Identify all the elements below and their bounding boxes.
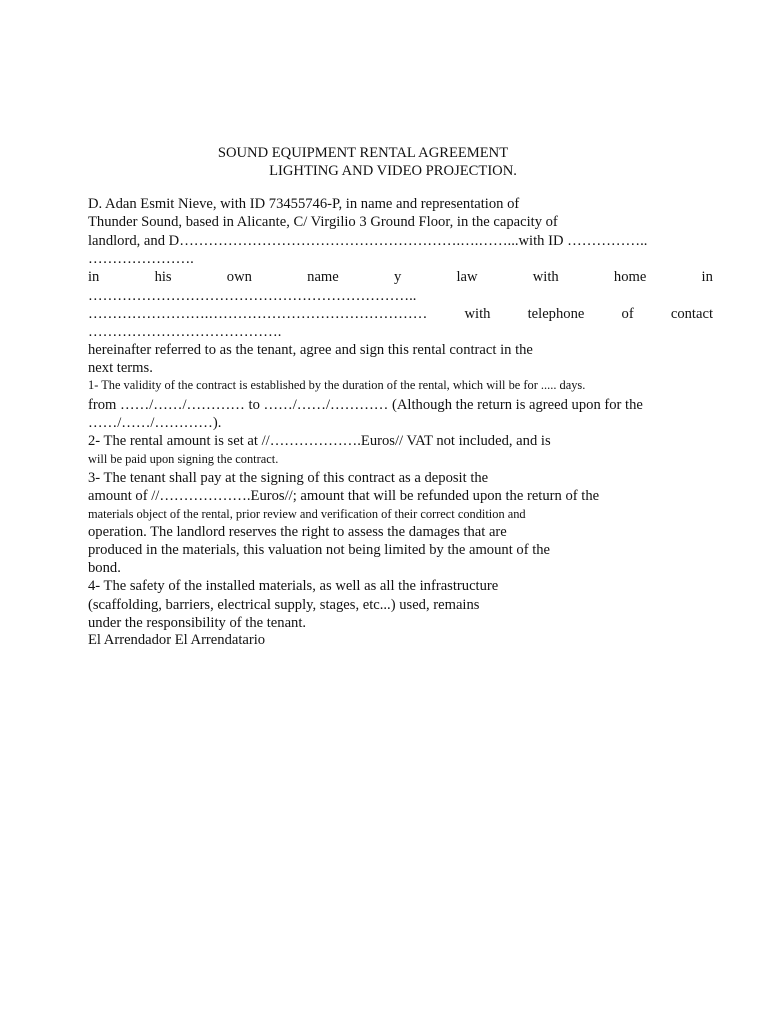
clause-2-line: will be paid upon signing the contract. [88, 452, 279, 466]
word: law [456, 269, 478, 285]
word: home [613, 269, 647, 285]
clause-3-line: operation. The landlord reserves the right to assess the damages that are [88, 524, 507, 540]
word: y [393, 269, 402, 285]
paragraph-line: D. Adan Esmit Nieve, with ID 73455746-P, in name and representation of [88, 196, 520, 212]
word: with [464, 306, 491, 322]
paragraph-line: …………………. [88, 251, 194, 267]
paragraph-line: landlord, and D………………………………………………….….……...with ID …………….. [88, 233, 648, 249]
justified-line [88, 268, 713, 286]
word: with [532, 269, 559, 285]
clause-1-line: ……/……/…………). [88, 415, 222, 431]
clause-4-line: under the responsibility of the tenant. [88, 615, 307, 631]
justified-line [88, 305, 713, 323]
clause-1-line: 1- The validity of the contract is established by the duration of the rental, which will be for ..... days. [88, 378, 586, 392]
word: own [226, 269, 252, 285]
clause-3-line: amount of //……………….Euros//; amount that will be refunded upon the return of the [88, 488, 600, 504]
paragraph-line: …………………………………. [88, 324, 282, 340]
word: contact [670, 306, 713, 322]
clause-4-line: (scaffolding, barriers, electrical supply, stages, etc...) used, remains [88, 597, 480, 613]
paragraph-line: Thunder Sound, based in Alicante, C/ Virgilio 3 Ground Floor, in the capacity of [88, 214, 558, 230]
signature-labels: El Arrendador El Arrendatario [88, 632, 266, 648]
word: of [621, 306, 634, 322]
clause-2-line: 2- The rental amount is set at //……………….Euros// VAT not included, and is [88, 433, 551, 449]
paragraph-line: next terms. [88, 360, 153, 376]
paragraph-line: ………………………………………………………….. [88, 288, 417, 304]
clause-3-line: produced in the materials, this valuation not being limited by the amount of the [88, 542, 551, 558]
word: in [701, 269, 713, 285]
paragraph-line: hereinafter referred to as the tenant, agree and sign this rental contract in the [88, 342, 533, 358]
word: name [307, 269, 339, 285]
word: telephone [527, 306, 585, 322]
clause-4-line: 4- The safety of the installed materials, as well as all the infrastructure [88, 578, 499, 594]
clause-3-line: bond. [88, 560, 121, 576]
document-title-line-2: LIGHTING AND VIDEO PROJECTION. [269, 163, 517, 179]
word: in [88, 269, 100, 285]
word: his [154, 269, 172, 285]
clause-3-line: 3- The tenant shall pay at the signing of this contract as a deposit the [88, 470, 489, 486]
clause-1-line: from ……/……/………… to ……/……/………… (Although the return is agreed upon for the [88, 397, 643, 413]
word: …………………….……………………………………… [88, 306, 428, 322]
clause-3-line: materials object of the rental, prior review and verification of their correct condition and [88, 507, 526, 521]
document-title-line-1: SOUND EQUIPMENT RENTAL AGREEMENT [217, 145, 509, 161]
